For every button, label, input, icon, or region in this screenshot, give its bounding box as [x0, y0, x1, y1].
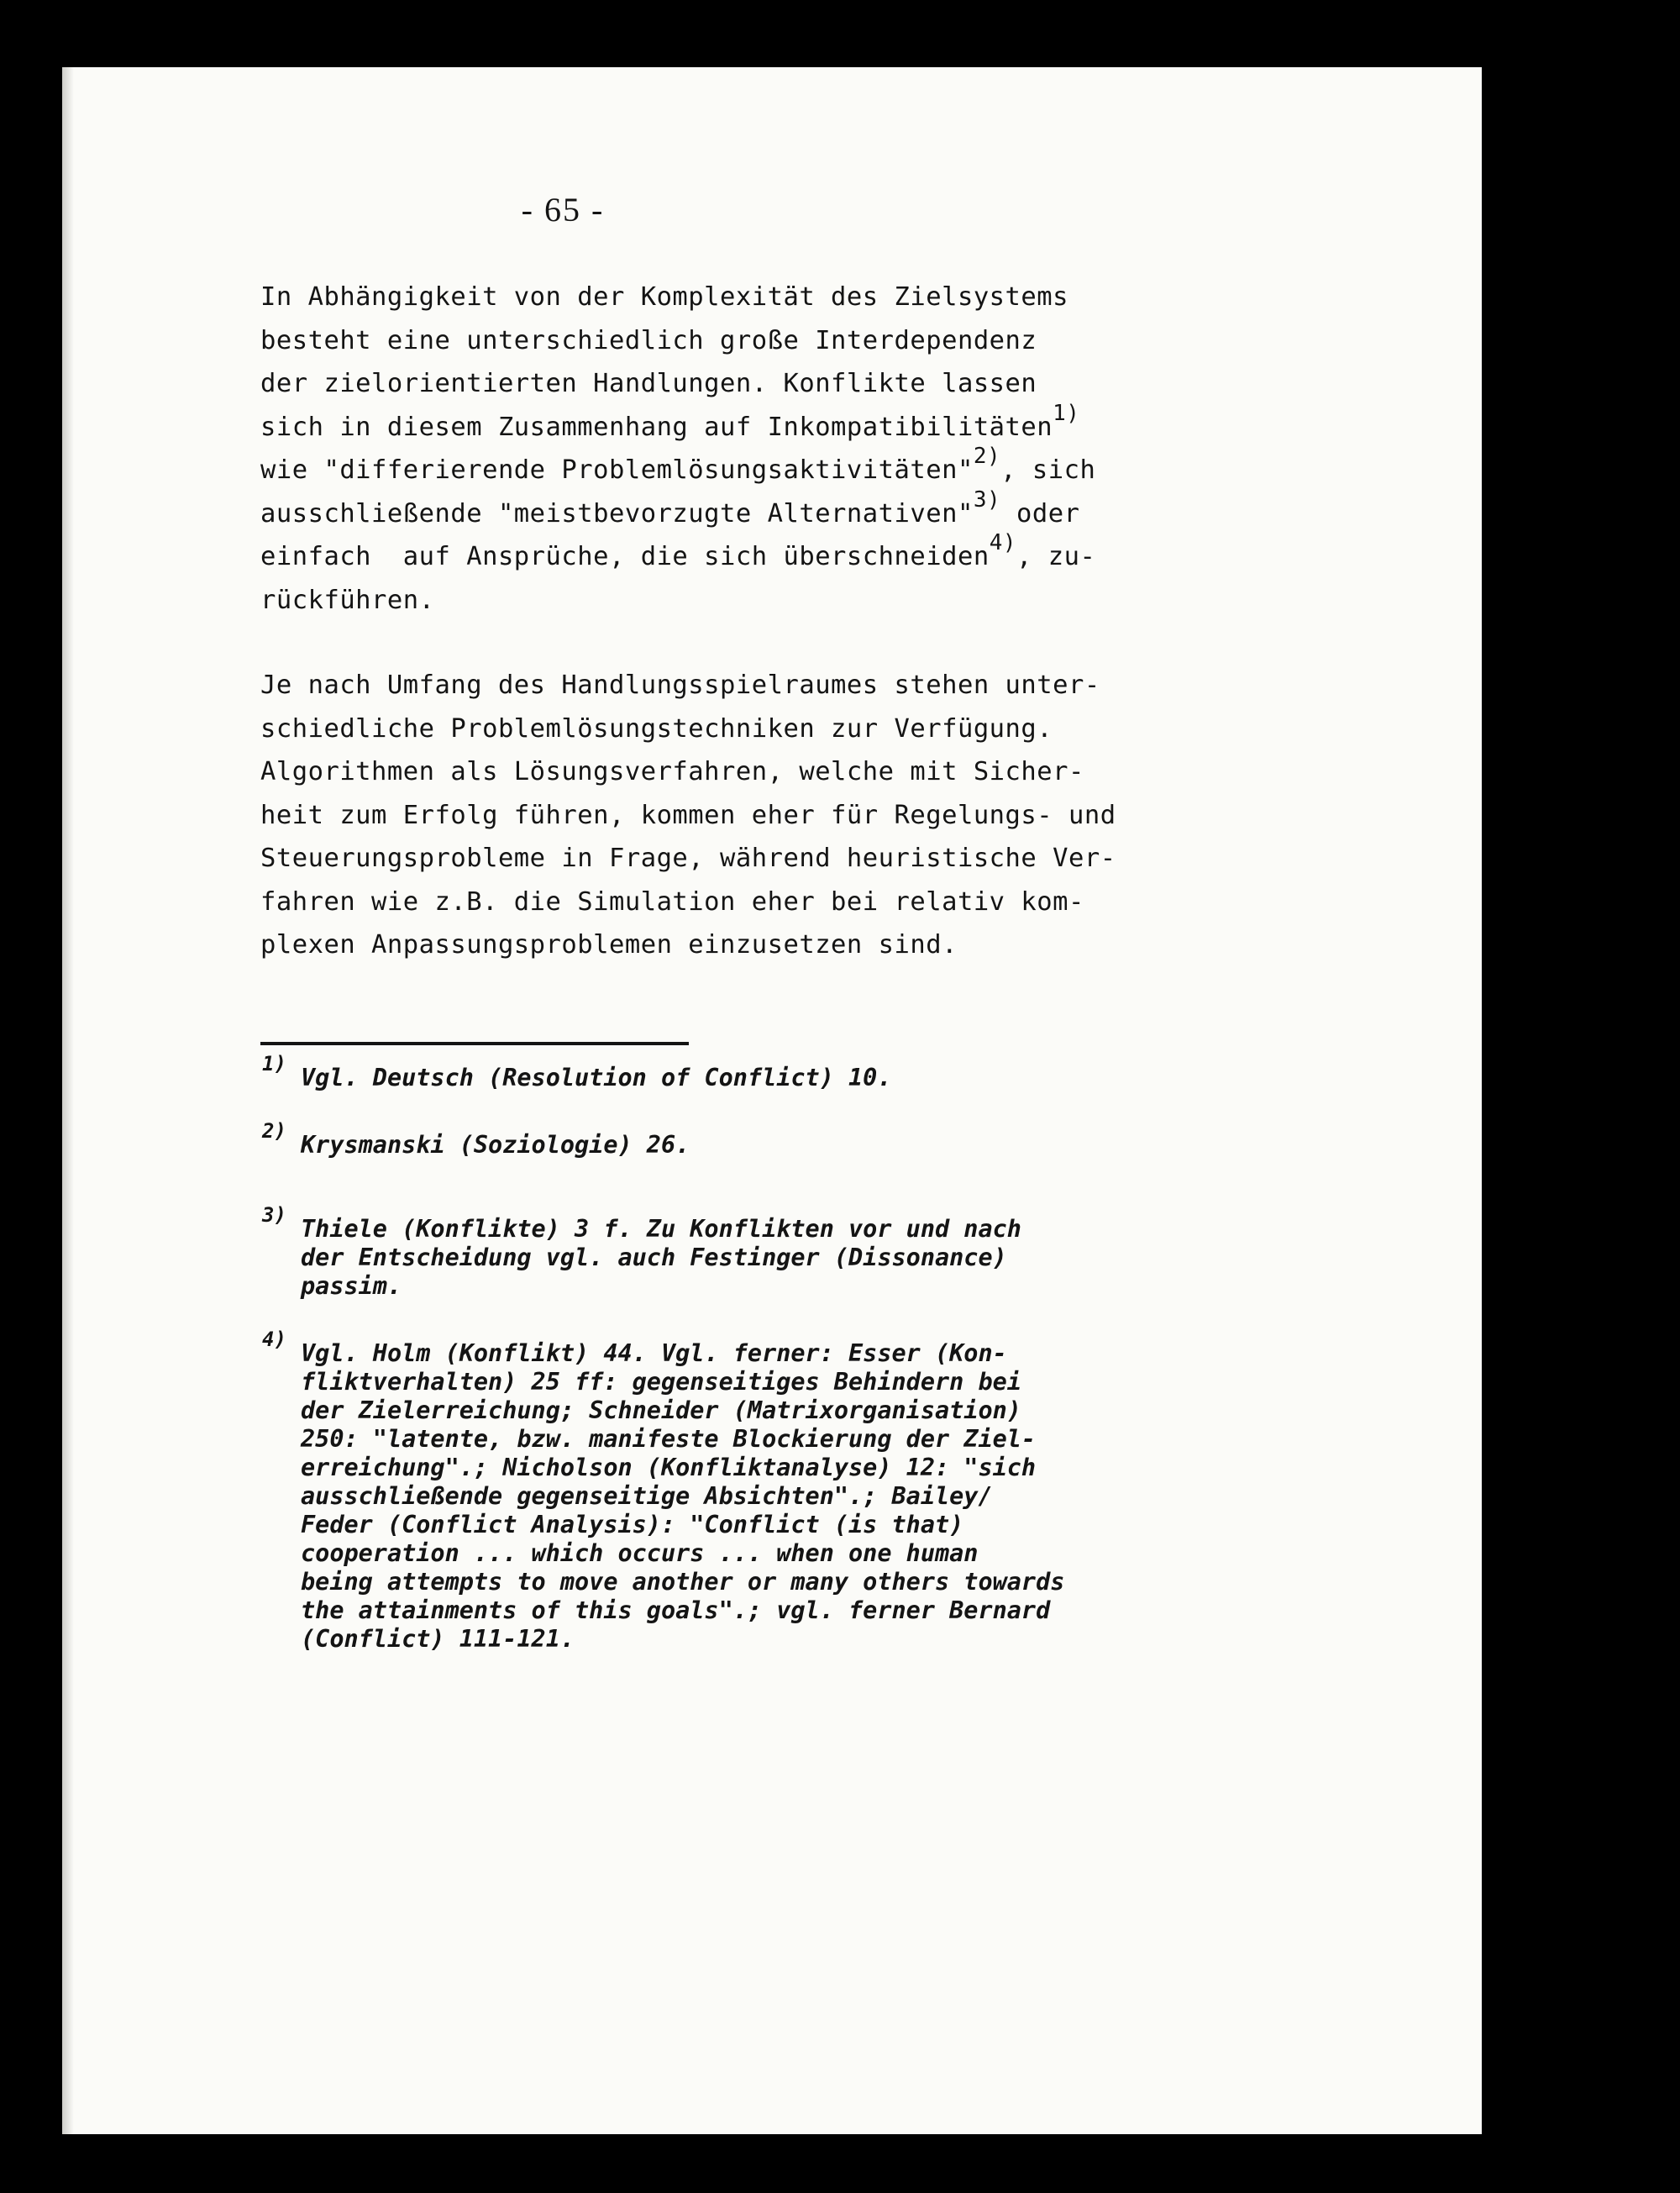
text-line: Algorithmen als Lösungsverfahren, welche mit Sicher- [260, 757, 1084, 786]
binding-edge [62, 67, 74, 2134]
footnote-line: Krysmanski (Soziologie) 26. [301, 1131, 690, 1159]
footnote-line: ausschließende gegenseitige Absichten".; Bailey/ [301, 1482, 993, 1510]
footnote-line: being attempts to move another or many others towards [301, 1568, 1065, 1596]
footnote-marker: 3) [262, 1203, 286, 1227]
text-fragment: wie "differierende Problemlösungsaktivitäten" [260, 455, 974, 485]
text-line: der zielorientierten Handlungen. Konflikte lassen [260, 369, 1037, 398]
footnote-marker: 2) [262, 1119, 286, 1143]
footnote-line: Feder (Conflict Analysis): "Conflict (is that) [301, 1511, 964, 1538]
footnote-line: cooperation ... which occurs ... when one human [301, 1539, 979, 1567]
text-line: heit zum Erfolg führen, kommen eher für Regelungs- und [260, 800, 1116, 830]
text-line: besteht eine unterschiedlich große Interdependenz [260, 325, 1037, 355]
footnote-line: der Zielerreichung; Schneider (Matrixorganisation) [301, 1396, 1021, 1424]
text-fragment: oder [1000, 498, 1080, 529]
text-line: rückführen. [260, 585, 435, 615]
footnote-marker: 1) [262, 1052, 286, 1075]
text-line: plexen Anpassungsproblemen einzusetzen sind. [260, 930, 958, 960]
footnote-1 [262, 1052, 1228, 1092]
text-line: fahren wie z.B. die Simulation eher bei relativ kom- [260, 886, 1084, 917]
footnote-divider [260, 1042, 689, 1045]
footnote-line: Vgl. Deutsch (Resolution of Conflict) 10. [301, 1064, 892, 1091]
text-fragment: ausschließende "meistbevorzugte Alternativen" [260, 498, 974, 529]
footnote-4 [262, 1328, 1228, 1654]
text-line: In Abhängigkeit von der Komplexität des Zielsystems [260, 282, 1068, 312]
text-line: schiedliche Problemlösungstechniken zur Verfügung. [260, 713, 1053, 744]
text-fragment: einfach auf Ansprüche, die sich überschneiden [260, 542, 990, 571]
text-line [260, 530, 1201, 579]
footnote-line: erreichung".; Nicholson (Konfliktanalyse) 12: "sich [301, 1454, 1037, 1481]
text-fragment: sich in diesem Zusammenhang auf Inkompatibilitäten [260, 412, 1053, 442]
paragraph-1 [260, 276, 1201, 622]
text-line: Steuerungsprobleme in Frage, während heuristische Ver- [260, 844, 1116, 873]
text-line [260, 444, 1201, 492]
footnote-marker: 4) [262, 1328, 286, 1351]
footnote-3 [262, 1203, 1228, 1301]
text-line [260, 486, 1201, 536]
footnote-2 [262, 1119, 1228, 1160]
text-line: Je nach Umfang des Handlungsspielraumes stehen unter- [260, 671, 1100, 700]
text-fragment: , sich [1000, 455, 1096, 485]
page-number: - 65 - [521, 191, 605, 229]
footnote-ref: 2) [973, 444, 1001, 469]
footnote-ref: 4) [989, 530, 1016, 555]
footnote-ref: 3) [973, 486, 1001, 513]
footnote-line: the attainments of this goals".; vgl. ferner Bernard [301, 1596, 1051, 1624]
footnote-line: passim. [301, 1272, 402, 1300]
footnote-ref: 1) [1053, 400, 1080, 426]
footnote-line: Vgl. Holm (Konflikt) 44. Vgl. ferner: Esser (Kon- [301, 1339, 1007, 1367]
text-line [260, 400, 1201, 450]
footnote-line: (Conflict) 111-121. [301, 1625, 575, 1653]
text-fragment: , zu- [1016, 542, 1096, 571]
footnote-line: der Entscheidung vgl. auch Festinger (Dissonance) [301, 1244, 1007, 1271]
paragraph-2 [260, 664, 1201, 967]
footnote-line: fliktverhalten) 25 ff: gegenseitiges Behindern bei [301, 1368, 1021, 1396]
footnote-line: 250: "latente, bzw. manifeste Blockierung der Ziel- [301, 1425, 1037, 1453]
footnote-line: Thiele (Konflikte) 3 f. Zu Konflikten vor und nach [301, 1215, 1021, 1243]
